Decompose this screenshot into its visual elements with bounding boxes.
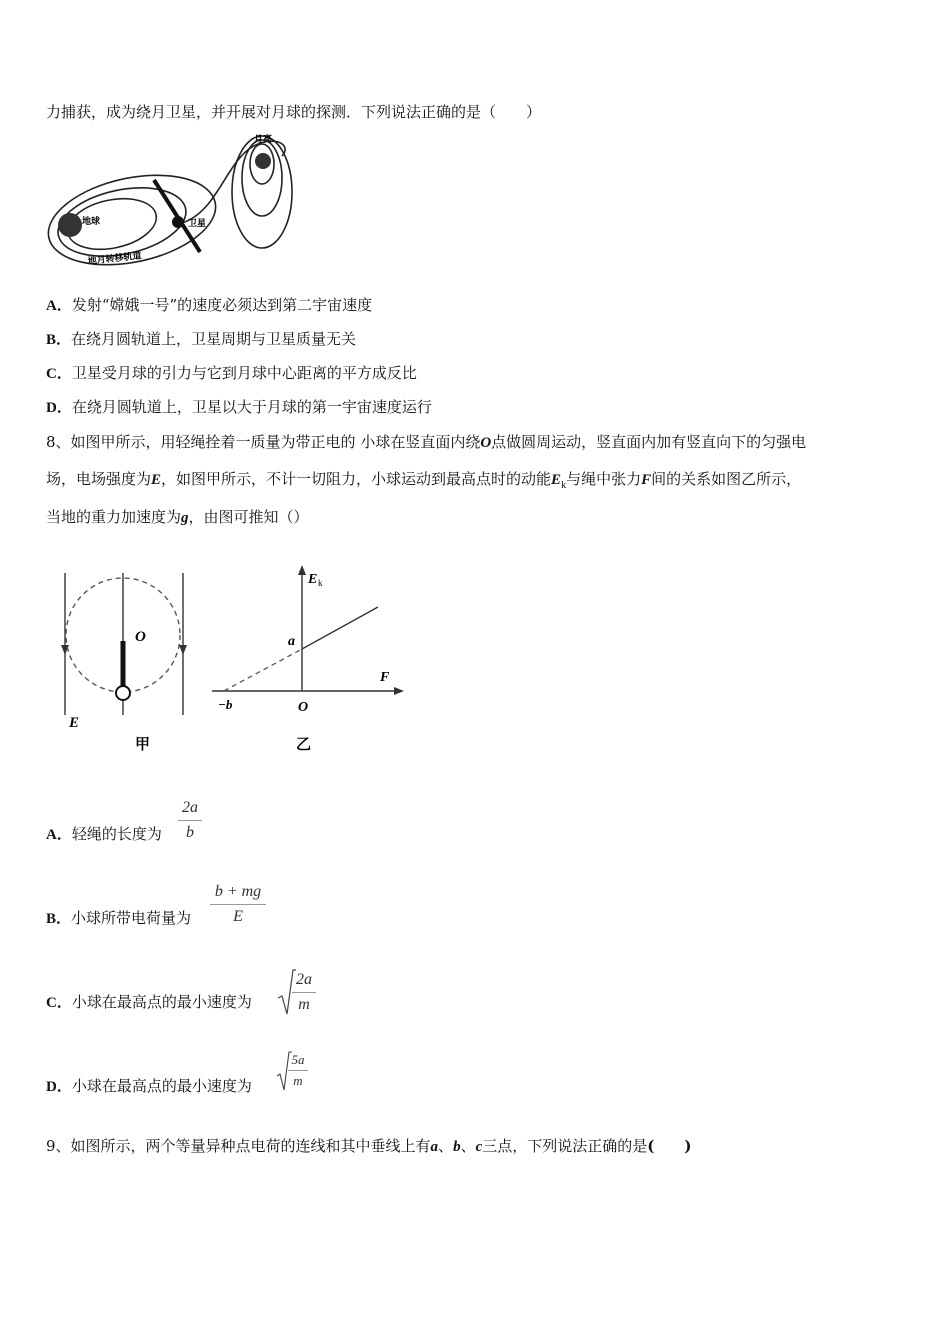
q7-option-d [46, 397, 432, 418]
option-text: 在绕月圆轨道上，卫星周期与卫星质量无关 [71, 330, 357, 348]
q8-text: 8、如图甲所示，用轻绳拴着一质量为带正电的 小球在竖直面内绕 [46, 433, 481, 451]
numerator: b + mg [214, 883, 262, 900]
option-text: 在绕月圆轨道上，卫星以大于月球的第一宇宙速度运行 [71, 398, 432, 416]
label-minus-b: −b [218, 697, 233, 712]
q8-text: 间的关系如图乙所示， [651, 470, 802, 488]
var-b: b [453, 1139, 461, 1155]
earth [58, 213, 82, 237]
option-text: 小球所带电荷量为 [71, 909, 192, 927]
answer-paren: ( ) [647, 1137, 692, 1155]
var-a: a [430, 1139, 439, 1155]
option-text: 发射“嫦娥一号”的速度必须达到第二宇宙速度 [71, 296, 373, 314]
denominator: b [186, 824, 194, 841]
option-letter: B． [46, 911, 72, 927]
var-Ek: E [551, 472, 562, 488]
q8-stem-line3 [46, 507, 309, 528]
q8-text: 当地的重力加速度为 [46, 508, 182, 526]
q8-text: 与绳中张力 [566, 470, 642, 488]
moon-orbit-mid [242, 140, 282, 216]
q8-option-c-fraction [292, 970, 316, 1015]
option-letter: D． [46, 1079, 72, 1095]
var-E: E [151, 472, 162, 488]
option-letter: A． [46, 298, 72, 314]
label-a: a [288, 634, 295, 649]
q7-stem [46, 102, 541, 122]
var-c: c [475, 1139, 483, 1155]
ek-f-line [302, 607, 378, 649]
option-letter: D． [46, 400, 72, 416]
var-F: F [641, 472, 652, 488]
q8-text: 场，电场强度为 [46, 470, 152, 488]
numerator: 2a [296, 971, 312, 988]
denominator: E [233, 908, 243, 925]
q7-option-a [46, 295, 372, 316]
q8-option-d [46, 1076, 252, 1097]
q8-option-a [46, 824, 162, 845]
q8-figure-right [210, 545, 410, 755]
q8-stem-line1 [46, 432, 806, 453]
q7-orbit-figure [42, 130, 312, 270]
option-text: 卫星受月球的引力与它到月球中心距离的平方成反比 [71, 364, 417, 382]
q8-stem-line2 [46, 469, 801, 496]
q8-figure-left [55, 545, 205, 755]
q7-stem-text: 力捕获，成为绕月卫星，并开展对月球的探测．下列说法正确的是（ ） [46, 103, 542, 121]
caption-jia: 甲 [135, 737, 151, 753]
q9-sep: 、 [460, 1137, 476, 1155]
option-text: 小球在最高点的最小速度为 [71, 1077, 252, 1095]
numerator: 5a [291, 1052, 305, 1067]
q8-text: ，如图甲所示，不计一切阻力，小球运动到最高点时的动能 [161, 470, 552, 488]
x-axis-arrow [394, 687, 404, 695]
q8-text: ，由图可推知（） [188, 508, 309, 526]
field-arrow-right [179, 645, 187, 655]
y-axis-arrow [298, 565, 306, 575]
label-k: k [318, 578, 323, 588]
satellite-label: 卫星 [188, 218, 207, 228]
q7-option-c [46, 363, 417, 384]
moon-label: 月亮 [254, 134, 273, 144]
label-O: O [135, 629, 146, 645]
caption-yi: 乙 [296, 737, 312, 753]
option-letter: B． [46, 332, 72, 348]
moon [255, 153, 271, 169]
q9-text: 三点，下列说法正确的是 [482, 1137, 648, 1155]
label-origin-O: O [298, 700, 309, 715]
option-letter: A． [46, 827, 72, 843]
ek-f-extension [224, 649, 302, 691]
var-g: g [181, 510, 189, 526]
q8-option-b [46, 908, 191, 929]
q9-stem [46, 1136, 691, 1157]
q8-option-d-fraction [288, 1052, 308, 1089]
option-text: 小球在最高点的最小速度为 [71, 993, 252, 1011]
transfer-orbit-label: 地月转移轨道 [87, 250, 142, 266]
q8-option-a-fraction [178, 798, 202, 843]
moon-orbit-outer [232, 136, 292, 248]
option-letter: C． [46, 995, 72, 1011]
option-letter: C． [46, 366, 72, 382]
option-text: 轻绳的长度为 [71, 825, 162, 843]
q9-text: 9、如图所示，两个等量异种点电荷的连线和其中垂线上有 [46, 1137, 431, 1155]
q8-text: 点做圆周运动，竖直面内加有竖直向下的匀强电 [491, 433, 807, 451]
ball [116, 686, 130, 700]
numerator: 2a [182, 799, 198, 816]
label-Ek: E [308, 572, 318, 587]
denominator: m [298, 996, 310, 1013]
label-E: E [69, 715, 80, 731]
q7-option-b [46, 329, 356, 350]
earth-label: 地球 [82, 216, 101, 226]
label-F: F [380, 670, 390, 685]
q9-sep: 、 [438, 1137, 454, 1155]
var-k-subscript: k [561, 480, 567, 491]
q8-option-b-fraction [210, 882, 266, 927]
var-O: O [480, 435, 492, 451]
q8-option-c [46, 992, 252, 1013]
denominator: m [293, 1073, 303, 1088]
